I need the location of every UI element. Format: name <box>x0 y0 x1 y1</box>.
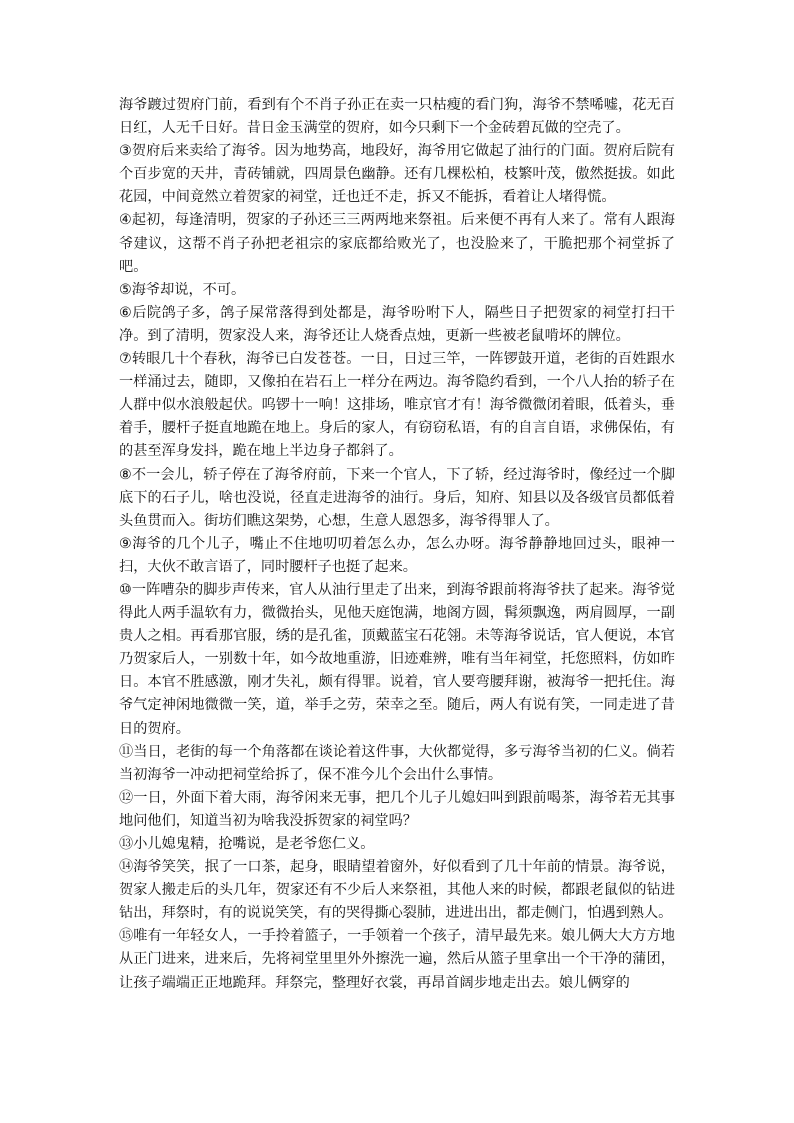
paragraph-12: ⑫一日，外面下着大雨，海爷闲来无事，把几个儿子儿媳妇叫到跟前喝茶，海爷若无其事地问他们，知道当初为啥我没拆贺家的祠堂吗？ <box>119 789 675 829</box>
paragraph-8: ⑧不一会儿，轿子停在了海爷府前，下来一个官人，下了轿，经过海爷时，像经过一个脚底下的石子儿，啥也没说，径直走进海爷的油行。身后，知府、知县以及各级官员都低着头鱼贯而入。街坊们瞧这架势，心想，生意人恩怨多，海爷得罪人了。 <box>119 466 675 529</box>
paragraph-14: ⑭海爷笑笑，抿了一口茶，起身，眼睛望着窗外，好似看到了几十年前的情景。海爷说，贺家人搬走后的头几年，贺家还有不少后人来祭祖，其他人来的时候，都跟老鼠似的钻进钻出，拜祭时，有的说说笑笑，有的哭得撕心裂肺，进进出出，都走侧门，怕遇到熟人。 <box>119 859 675 922</box>
paragraph-11: ⑪当日，老街的每一个角落都在谈论着这件事，大伙都觉得，多亏海爷当初的仁义。倘若当初海爷一冲动把祠堂给拆了，保不准今儿个会出什么事情。 <box>119 743 675 783</box>
paragraph-10: ⑩一阵嘈杂的脚步声传来，官人从油行里走了出来，到海爷跟前将海爷扶了起来。海爷觉得此人两手温软有力，微微抬头，见他天庭饱满，地阁方圆，髯须飘逸，两肩圆厚，一副贵人之相。再看那官服，绣的是孔雀，顶戴蓝宝石花翎。未等海爷说话，官人便说，本官乃贺家后人，一别数十年，如今故地重游，旧迹难辨，唯有当年祠堂，托您照料，仿如昨日。本官不胜感激，刚才失礼，颇有得罪。说着，官人要弯腰拜谢，被海爷一把托住。海爷气定神闲地微微一笑，道，举手之劳，荣幸之至。随后，两人有说有笑，一同走进了昔日的贺府。 <box>119 581 675 737</box>
paragraph-5: ⑤海爷却说，不可。 <box>119 281 246 298</box>
paragraph-7: ⑦转眼几十个春秋，海爷已白发苍苍。一日，日过三竿，一阵锣鼓开道，老街的百姓跟水一样涌过去，随即，又像拍在岩石上一样分在两边。海爷隐约看到，一个八人抬的轿子在人群中似水浪般起伏。呜锣十一响！这排场，唯京官才有！海爷微微闭着眼，低着头，垂着手，腰杆子挺直地跪在地上。身后的家人，有窃窃私语，有的自言自语，求佛保佑，有的甚至浑身发抖，跪在地上半边身子都斜了。 <box>119 351 675 460</box>
paragraph-4: ④起初，每逢清明，贺家的子孙还三三两两地来祭祖。后来便不再有人来了。常有人跟海爷建议，这帮不肖子孙把老祖宗的家底都给败光了，也没脸来了，干脆把那个祠堂拆了吧。 <box>119 212 675 275</box>
paragraph-9: ⑨海爷的几个儿子，嘴止不住地叨叨着怎么办，怎么办呀。海爷静静地回过头，眼神一扫，大伙不敢言语了，同时腰杆子也挺了起来。 <box>119 535 675 575</box>
paragraph-15: ⑮唯有一年轻女人，一手拎着篮子，一手领着一个孩子，清早最先来。娘儿俩大大方方地从正门进来，进来后，先将祠堂里里外外擦洗一遍，然后从篮子里拿出一个干净的蒲团，让孩子端端正正地跪拜。拜祭完，整理好衣裳，再昂首阔步地走出去。娘儿俩穿的 <box>119 928 675 991</box>
paragraph-3: ③贺府后来卖给了海爷。因为地势高，地段好，海爷用它做起了油行的门面。贺府后院有个百步宽的天井，青砖铺就，四周景色幽静。还有几棵松柏，枝繁叶茂，傲然挺拔。如此花园，中间竟然立着贺家的祠堂，迁也迁不走，拆又不能拆，看着让人堵得慌。 <box>119 143 675 206</box>
paragraph-intro: 海爷踱过贺府门前，看到有个不肖子孙正在卖一只枯瘦的看门狗，海爷不禁唏嘘，花无百日红，人无千日好。昔日金玉满堂的贺府，如今只剩下一个金砖碧瓦做的空壳了。 <box>119 97 675 137</box>
paragraph-13: ⑬小儿媳鬼精，抢嘴说，是老爷您仁义。 <box>119 836 375 852</box>
article-body <box>119 94 675 995</box>
paragraph-6: ⑥后院鸽子多，鸽子屎常落得到处都是，海爷吩咐下人，隔些日子把贺家的祠堂打扫干净。到了清明，贺家没人来，海爷还让人烧香点烛，更新一些被老鼠啃坏的牌位。 <box>119 304 675 344</box>
